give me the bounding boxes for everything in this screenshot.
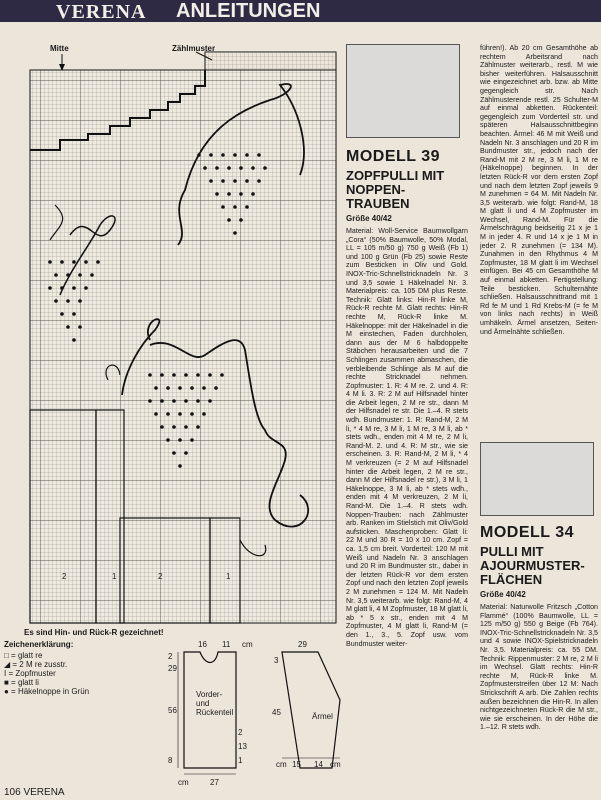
col-mark-1: 2 xyxy=(62,572,67,581)
schematic-label: 16 xyxy=(198,640,207,649)
model-subtitle: ZOPFPULLI MIT NOPPEN-TRAUBEN xyxy=(346,168,445,211)
magazine-brand: VERENA xyxy=(56,1,147,23)
page-footer: 106 VERENA xyxy=(4,787,65,798)
schematic-label: 13 xyxy=(238,742,247,751)
schematic-label: 56 xyxy=(168,706,177,715)
model-34-column xyxy=(480,44,598,793)
model-size: Größe 40/42 xyxy=(480,590,526,599)
schematic-label: 14 xyxy=(314,760,323,769)
model-39-column xyxy=(346,44,468,757)
schematic-label: cm xyxy=(330,760,341,769)
legend-item: ■ = glatt li xyxy=(4,678,39,687)
schematic-label: 27 xyxy=(210,778,219,787)
schematic-label: cm xyxy=(276,760,287,769)
schematic-label: 29 xyxy=(298,640,307,649)
model-size: Größe 40/42 xyxy=(346,214,392,223)
schematic-label: 2 xyxy=(238,728,243,737)
zaehlmuster-label: Zählmuster xyxy=(172,44,216,53)
schematic-label: Vorder- und Rückenteil xyxy=(196,690,234,717)
schematic-label: 15 xyxy=(292,760,301,769)
model-instructions: Material: Woll-Service Baumwollgarn „Cora“ (50% Baumwolle, 50% Modal, LL = 105 m/50 g) 750 g Weiß (Fb 1) und 100 g Grün (Fb 25) sowie Reste zum Besticken in Oliv und Gold. INOX-Tric-Schnellstricknadeln Nr. 3 und 3,5 sowie 1 Häkelnadel Nr. 3. Materialpreis: ca. 105 DM plus Reste. Technik: Glatt links: Hin-R linke M, Rück-R rechte M. Glatt rechts: Hin-R rechte M, Rück-R linke M. Häkelnoppe: mit der Häkelnadel in die M einstechen, Faden durchholen, dann aus der M 6 halbdoppelte Stäbchen herausarbeiten und die 7 Schlingen zusammen abmaschen, die verbleibende Schlinge als M auf die rechte Stricknadel nehmen. Zopfmuster: 1. R: 4 M re. 2. und 4. R: 4 M li. 3. R: 2 M auf Hilfsnadel hinter die Arbeit legen, 2 M re str., dann M der Hilfsnadel re str. Die 1.–4. R stets wdh. Bundmuster: 1. R: Rand-M, 2 M li, * 4 M re, 3 M li, 1 M re, 3 M li, ab * stets wdh., enden mit 4 M re, 2 M li, Rand-M. 2. und 4. R: M str., wie sie erscheinen. 3. R: Rand-M, 2 M li, * 4 M verkreuzen (= 2 M auf Hilfsnadel hinter die Arbeit legen, 2 M re str., dann M der Hilfsnadel re str.), 3 M li, 1 Häkelnoppe, 3 M li, ab * stets wdh., enden mit 4 M verkreuzen, 2 M li, Rand-M. Die 1.–4. R stets wdh. Noppen-Trauben: nach Zählmuster arb. Ranken im Stielstich mit Oliv/Gold aufsticken. Maschenproben: Glatt li: 22 M und 30 R = 10 x 10 cm. Zopf = ca. 1,5 cm breit. Vorderteil: 120 M mit Weiß und Nadeln Nr. 3 anschlagen und 20 R im Bundmuster str., dabei in der letzten Rück-R vor dem ersten Zopf und nach den letzten Zopf jeweils 2 M zunehmen = 124 M. Mit Nadeln Nr. 3,5 weiterarb. wie folgt: Rand-M, 4 M glatt li, 4 M Zopfmuster, 18 M glatt li, ab * 5 x str., enden mit 4 M Zopfmuster, 4 M glatt li, Rand-M (= den 1., 3., 5. Zopf usw. vom Bundmuster weiter- xyxy=(346,227,468,648)
mitte-label: Mitte xyxy=(50,44,69,53)
model-title: MODELL 39 xyxy=(346,148,440,165)
schematic-label: cm xyxy=(178,778,189,787)
legend-item: □ = glatt re xyxy=(4,651,43,660)
legend-item: I = Zopfmuster xyxy=(4,669,56,678)
schematic-label: Ärmel xyxy=(312,712,333,721)
section-title: ANLEITUNGEN xyxy=(176,0,321,22)
schematic-label: 1 xyxy=(238,756,243,765)
model-title: MODELL 34 xyxy=(480,524,574,541)
sweater-photo xyxy=(346,44,460,138)
schematic-label: 11 xyxy=(222,640,231,649)
schematic-label: 45 xyxy=(272,708,281,717)
col-mark-3: 2 xyxy=(158,572,163,581)
schematic-label: 3 xyxy=(274,656,279,665)
legend-item: ◢ = 2 M re zusstr. xyxy=(4,660,68,669)
schematic-label: 29 xyxy=(168,664,177,673)
model-instructions: Material: Naturwolle Fritzsch „Cotton Flammé“ (100% Baumwolle, LL = 125 m/50 g) 550 g Beige (Fb 764). INOX-Tric-Schnellstricknadeln Nr. 3,5 und 4 sowie INOX-Spielstricknadeln Nr. 3,5. Materialpreis: ca. 55 DM. Technik: Rippenmuster: 2 M re, 2 M li im Wechsel. Glatt rechts: Hin-R rechte M, Rück-R linke M. Zopfmusterstreifen über 12 M: Nach Strickschrift A arb. Die Zahlen rechts außen bezeichnen die Hin-R. In allen nichtgezeichneten Rück-R die M str., wie sie erscheinen. In der Höhe die 1.–12. R stets wdh. xyxy=(480,603,598,732)
schematic-label: 2 xyxy=(168,652,173,661)
col-mark-2: 1 xyxy=(112,572,117,581)
sweater-photo xyxy=(480,442,594,516)
legend-title: Zeichenerklärung: xyxy=(4,640,74,649)
legend xyxy=(4,640,89,696)
schematic-label: 8 xyxy=(168,756,173,765)
legend-item: ● = Häkelnoppe in Grün xyxy=(4,687,90,696)
chart-note: Es sind Hin- und Rück-R gezeichnet! xyxy=(24,628,164,637)
col-mark-4: 1 xyxy=(226,572,231,581)
model-39-continuation: führen!). Ab 20 cm Gesamthöhe ab rechtem Arbeitsrand nach Zählmuster weiterarb., restl. M wie bisher weiterführen. Halsausschnitt wie eingezeichnet arb. bzw. ab Mitte gegengleich str. Nach Zählmusterende restl. 25 Schulter-M auf einmal abketten. Rückenteil: gegengleich zum Vorderteil str. und späteren Halsausschnittbeginn beachten. Ärmel: 46 M mit Weiß und Nadeln Nr. 3 anschlagen und 20 R im Bundmuster str., jedoch nach der Rand-M mit 2 M re, 3 M li, 1 M re (Häkelnoppe) beginnen. In der letzten Rück-R vor dem ersten Zopf und nach dem letzten Zopf jeweils 9 M zunehmen = 64 M. Mit Nadeln Nr. 3,5 weiterarb. wie folgt: Rand-M, 18 M glatt li und 4 M Zopfmuster im Wechsel, Rand-M. Für die Ärmelschrägung beidseitig 21 x je 1 M in jeder 4. R und 14 x je 1 M in jeder 2. R zunehmen (= 134 M). Zunahmen in den Rhythmus 4 M Zopfmuster, 18 M glatt li im Wechsel einfügen. Bei 45 cm Gesamthöhe M auf einmal abketten. Fertigstellung: Teile besticken. Schulternähte schließen. Halsausschnittrand mit 1 Rd fe M und 1 Rd Krebs-M (= fe M von links nach rechts) in Weiß umhäkeln. Ärmel ansetzen, Seiten- und Ärmelnähte schließen. xyxy=(480,44,598,336)
schematic-label: cm xyxy=(242,640,253,649)
model-subtitle: PULLI MIT AJOURMUSTER-FLÄCHEN xyxy=(480,544,585,587)
